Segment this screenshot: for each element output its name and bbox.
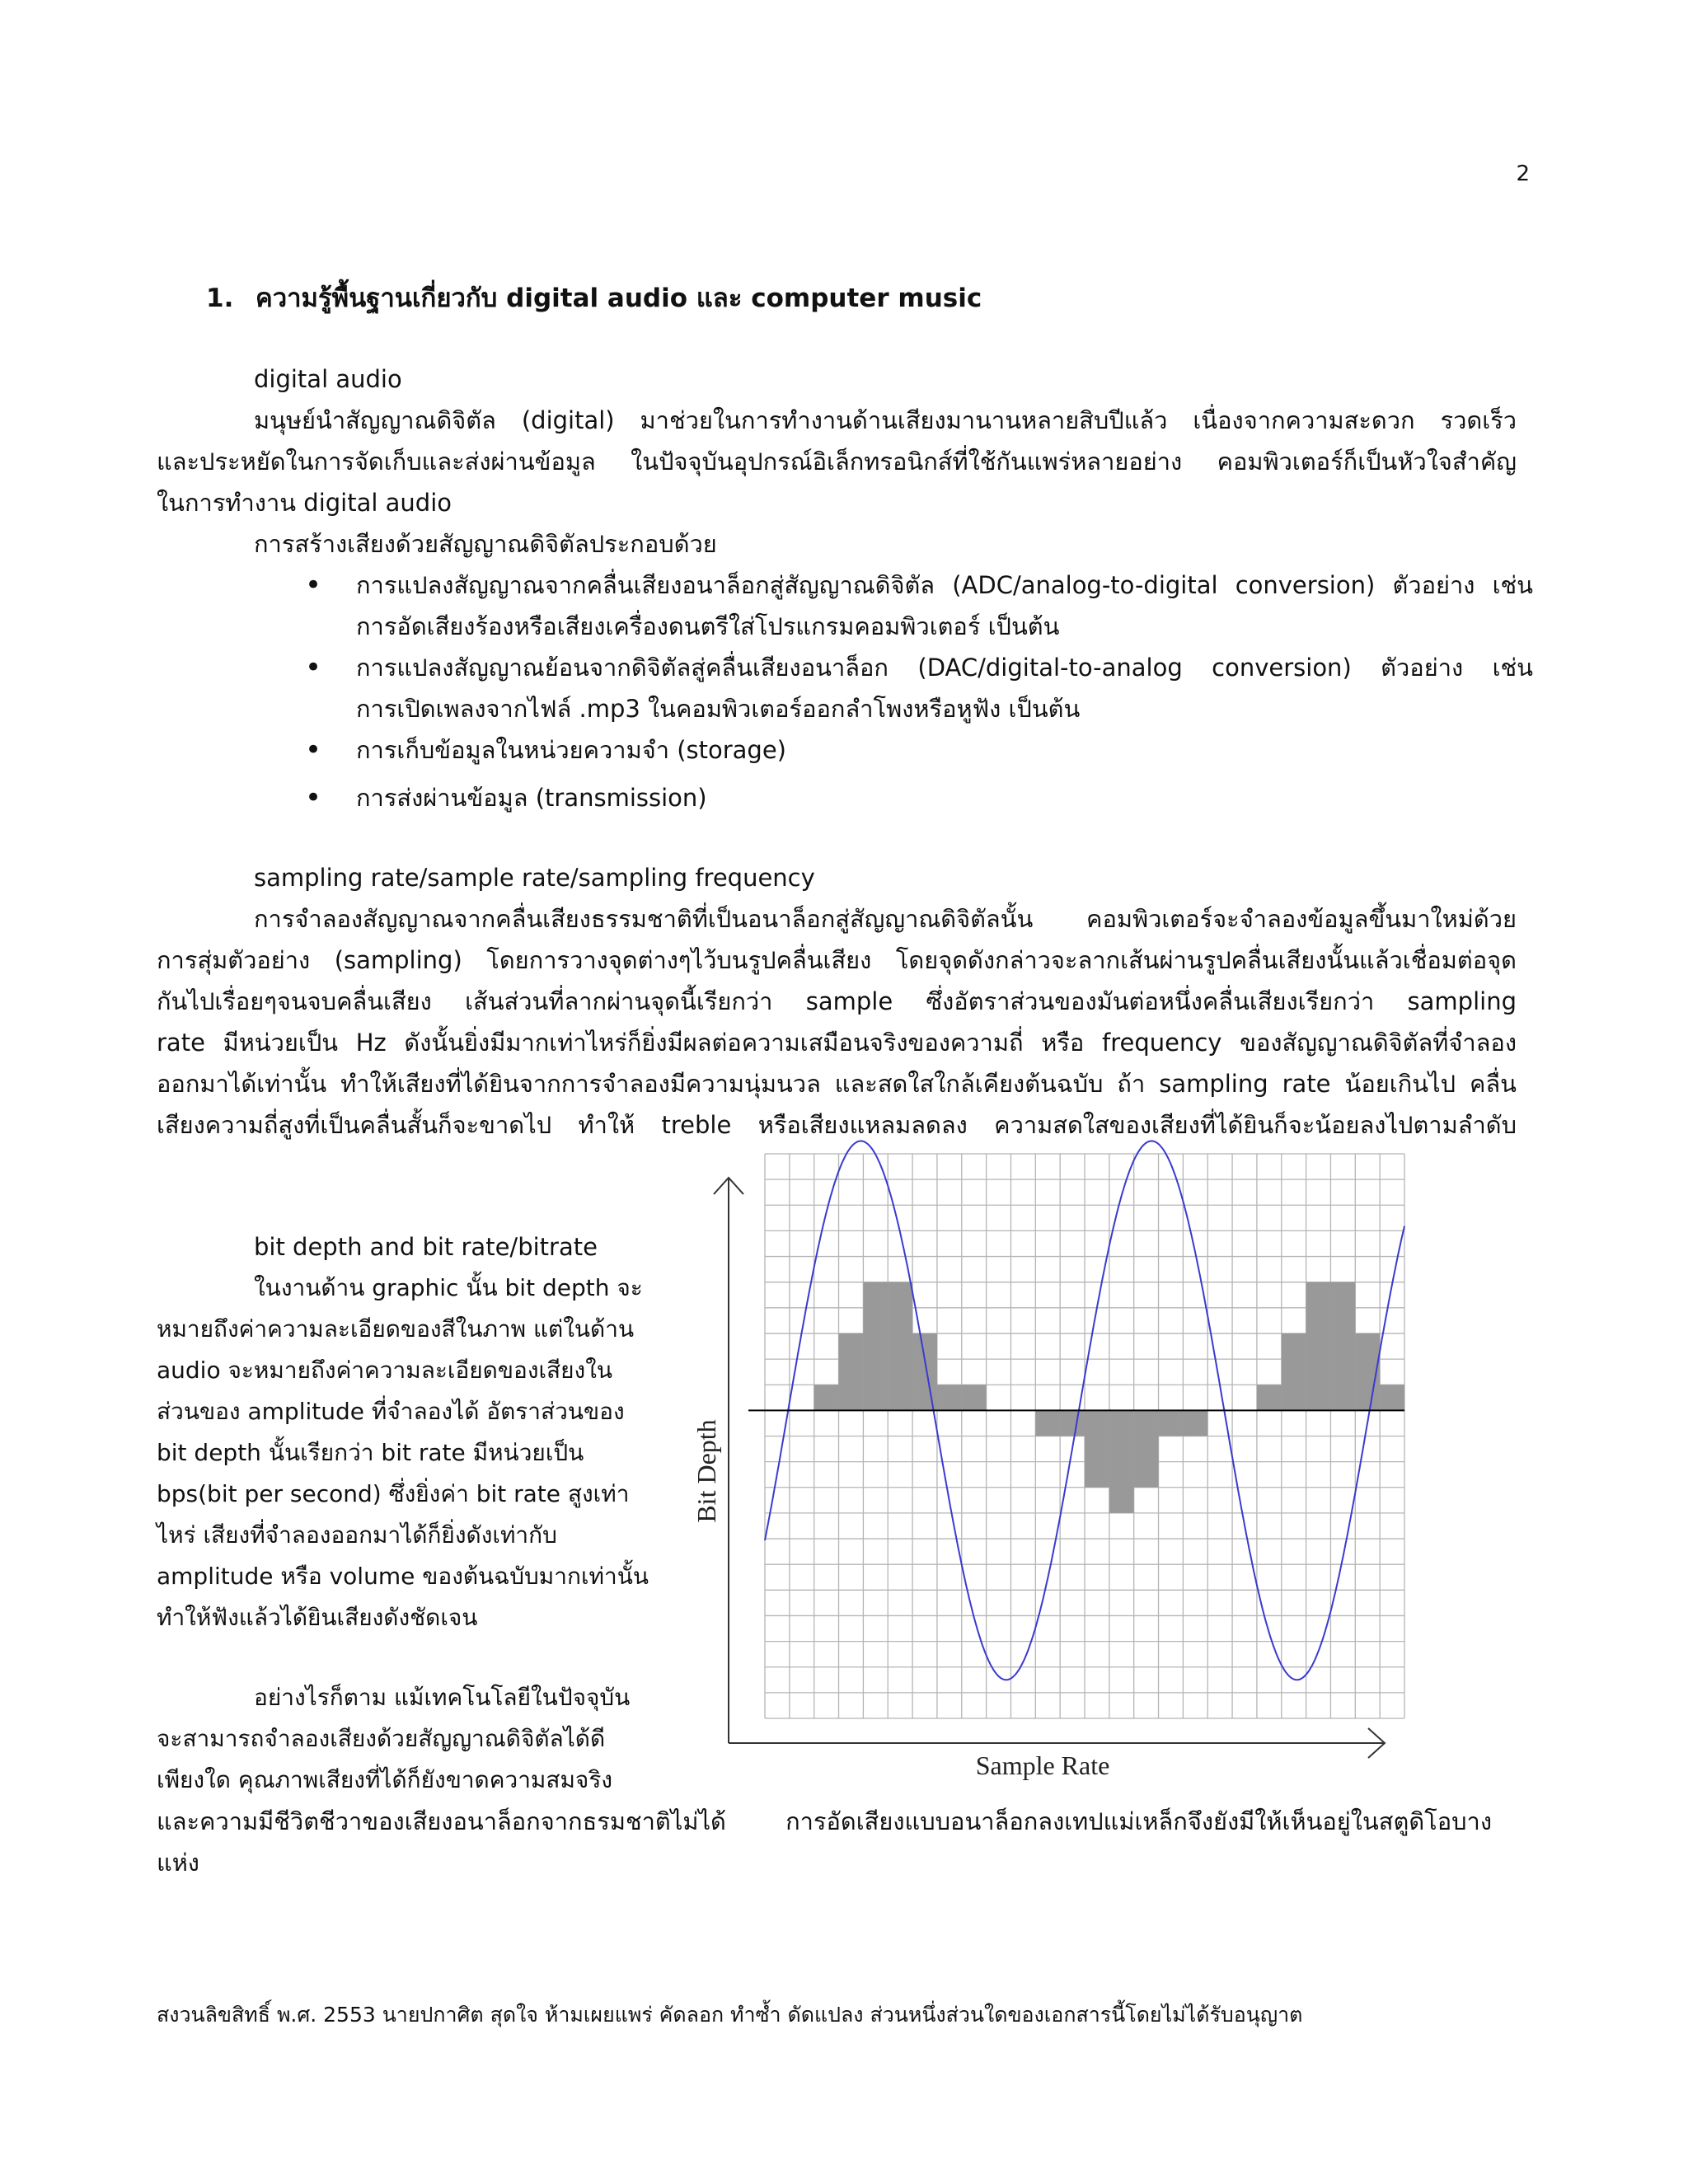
x-axis-label: Sample Rate bbox=[975, 1750, 1110, 1780]
closing-full-paragraph bbox=[157, 1801, 1492, 1883]
sample-bar bbox=[1257, 1385, 1282, 1410]
paragraph-line: amplitude หรือ volume ของต้นฉบับมากเท่านั้น bbox=[157, 1563, 649, 1590]
paragraph-line: rate มีหน่วยเป็น Hz ดังนั้นยิ่งมีมากเท่าไหร่ก็ยิ่งมีผลต่อความเสมือนจริงของความถี่ หรือ frequency ของสัญญาณดิจิตัลที่จำลอง bbox=[157, 1029, 1517, 1057]
paragraph-line: ในงานด้าน graphic นั้น bit depth จะ bbox=[254, 1274, 643, 1301]
y-axis-label: Bit Depth bbox=[692, 1419, 721, 1523]
sampling-paragraph bbox=[157, 898, 1517, 1146]
bullet-line: การเก็บข้อมูลในหน่วยความจำ (storage) bbox=[356, 736, 786, 764]
sample-bar bbox=[1159, 1410, 1184, 1436]
paragraph-line: เพียงใด คุณภาพเสียงที่ได้ก็ยังขาดความสมจริง bbox=[157, 1766, 613, 1793]
section-heading bbox=[206, 277, 982, 318]
sampling-heading: sampling rate/sample rate/sampling frequency bbox=[254, 864, 815, 892]
bullet-item bbox=[305, 565, 1533, 647]
paragraph-line: กันไปเรื่อยๆจนจบคลื่นเสียง เส้นส่วนที่ลากผ่านจุดนี้เรียกว่า sample ซึ่งอัตราส่วนของมันต่อหนึ่งคลื่นเสียงเรียกว่า sampling bbox=[157, 987, 1517, 1015]
paragraph-line: อย่างไรก็ตาม แม้เทคโนโลยีในปัจจุบัน bbox=[254, 1684, 631, 1711]
bitdepth-paragraph bbox=[157, 1268, 668, 1638]
bullet-line: การเปิดเพลงจากไฟล์ .mp3 ในคอมพิวเตอร์ออกลำโพงหรือหูฟัง เป็นต้น bbox=[356, 695, 1081, 723]
paragraph-line: audio จะหมายถึงค่าความละเอียดของเสียงใน bbox=[157, 1357, 613, 1384]
bullet-glyph: • bbox=[305, 733, 322, 766]
paragraph-line: ในการทำงาน digital audio bbox=[157, 489, 452, 517]
paragraph-line: และประหยัดในการจัดเก็บและส่งผ่านข้อมูล ในปัจจุบันอุปกรณ์อิเล็กทรอนิกส์ที่ใช้กันแพร่หลายอย่าง คอมพิวเตอร์ก็เป็นหัวใจสำคัญ bbox=[157, 448, 1517, 476]
paragraph-line: bit depth นั้นเรียกว่า bit rate มีหน่วยเป็น bbox=[157, 1439, 584, 1466]
bullet-line: การแปลงสัญญาณย้อนจากดิจิตัลสู่คลื่นเสียงอนาล็อก (DAC/digital-to-analog conversion) ตัวอย่าง เช่น bbox=[356, 654, 1533, 682]
sample-bar bbox=[888, 1282, 912, 1411]
sample-bar bbox=[937, 1385, 962, 1410]
sample-bar bbox=[814, 1385, 839, 1410]
paragraph-line: มนุษย์นำสัญญาณดิจิตัล (digital) มาช่วยในการทำงานด้านเสียงมานานหลายสิบปีแล้ว เนื่องจากความสะดวก รวดเร็ว bbox=[254, 406, 1517, 434]
sample-bar bbox=[1085, 1410, 1109, 1487]
paragraph-line: ออกมาได้เท่านั้น ทำให้เสียงที่ได้ยินจากการจำลองมีความนุ่มนวล และสดใสใกล้เคียงต้นฉบับ ถ้า sampling rate น้อยเกินไป คลื่น bbox=[157, 1070, 1517, 1098]
bitdepth-heading: bit depth and bit rate/bitrate bbox=[254, 1233, 598, 1261]
bullet-line: การอัดเสียงร้องหรือเสียงเครื่องดนตรีใส่โปรแกรมคอมพิวเตอร์ เป็นต้น bbox=[356, 612, 1060, 640]
sampling-figure bbox=[692, 1150, 1409, 1793]
section-number: 1. bbox=[206, 284, 234, 313]
paragraph-line: เสียงความถี่สูงที่เป็นคลื่นสั้นก็จะขาดไป ทำให้ treble หรือเสียงแหลมลดลง ความสดใสของเสียงที่ได้ยินก็จะน้อยลงไปตามลำดับ bbox=[157, 1111, 1517, 1139]
paragraph-line: ทำให้ฟังแล้วได้ยินเสียงดังชัดเจน bbox=[157, 1604, 478, 1631]
bullet-item bbox=[305, 647, 1533, 729]
closing-column-paragraph bbox=[157, 1677, 684, 1801]
sample-bar bbox=[1282, 1333, 1306, 1410]
paragraph-line: จะสามารถจำลองเสียงด้วยสัญญาณดิจิตัลได้ดี bbox=[157, 1725, 606, 1752]
sample-bar bbox=[863, 1282, 888, 1411]
sample-bar bbox=[1183, 1410, 1207, 1436]
digital-audio-paragraph bbox=[157, 400, 1517, 523]
paragraph-line: ส่วนของ amplitude ที่จำลองได้ อัตราส่วนของ bbox=[157, 1398, 625, 1425]
sample-bar bbox=[1306, 1282, 1331, 1411]
sample-bar bbox=[1035, 1410, 1060, 1436]
bullet-glyph: • bbox=[305, 651, 322, 684]
creation-intro: การสร้างเสียงด้วยสัญญาณดิจิตัลประกอบด้วย bbox=[254, 530, 717, 558]
paragraph-line: การสุ่มตัวอย่าง (sampling) โดยการวางจุดต่างๆไว้บนรูปคลื่นเสียง โดยจุดดังกล่าวจะลากเส้นผ่านรูปคลื่นเสียงนั้นแล้วเชื่อมต่อจุด bbox=[157, 946, 1517, 974]
sample-bar bbox=[1380, 1385, 1404, 1410]
paragraph-line: ไหร่ เสียงที่จำลองออกมาได้ก็ยิ่งดังเท่ากับ bbox=[157, 1521, 557, 1549]
bullet-item bbox=[305, 729, 1533, 771]
copyright-footer: สงวนลิขสิทธิ์ พ.ศ. 2553 นายปกาศิต สุดใจ ห้ามเผยแพร่ คัดลอก ทำซ้ำ ดัดแปลง ส่วนหนึ่งส่วนใดของเอกสารนี้โดยไม่ได้รับอนุญาต bbox=[157, 2003, 1303, 2027]
bullet-line: การส่งผ่านข้อมูล (transmission) bbox=[356, 784, 707, 812]
sample-bar bbox=[1134, 1410, 1159, 1487]
bullet-line: การแปลงสัญญาณจากคลื่นเสียงอนาล็อกสู่สัญญาณดิจิตัล (ADC/analog-to-digital conversion) ตัวอย่าง เช่น bbox=[356, 571, 1533, 599]
bullet-glyph: • bbox=[305, 569, 322, 602]
sample-bar bbox=[912, 1333, 937, 1410]
paragraph-line: และความมีชีวิตชีวาของเสียงอนาล็อกจากธรมชาติไม่ได้ การอัดเสียงแบบอนาล็อกลงเทปแม่เหล็กจึงยังมีให้เห็นอยู่ในสตูดิโอบาง bbox=[157, 1807, 1492, 1835]
paragraph-line: แห่ง bbox=[157, 1849, 199, 1877]
sample-bar bbox=[839, 1333, 864, 1410]
paragraph-line: bps(bit per second) ซึ่งยิ่งค่า bit rate สูงเท่า bbox=[157, 1480, 630, 1507]
page-number: 2 bbox=[1516, 162, 1530, 186]
bullet-list bbox=[305, 565, 1533, 818]
bullet-item bbox=[305, 777, 1533, 818]
paragraph-line: การจำลองสัญญาณจากคลื่นเสียงธรรมชาติที่เป็นอนาล็อกสู่สัญญาณดิจิตัลนั้น คอมพิวเตอร์จะจำลองข้อมูลขึ้นมาใหม่ด้วย bbox=[254, 905, 1517, 933]
sample-bar bbox=[962, 1385, 987, 1410]
paragraph-line: หมายถึงค่าความละเอียดของสีในภาพ แต่ในด้าน bbox=[157, 1315, 635, 1343]
sample-bar bbox=[1109, 1410, 1134, 1513]
bullet-glyph: • bbox=[305, 781, 322, 814]
sample-bar bbox=[1060, 1410, 1085, 1436]
section-title: ความรู้พื้นฐานเกี่ยวกับ digital audio และ computer music bbox=[256, 284, 982, 313]
digital-audio-heading: digital audio bbox=[254, 365, 402, 393]
sample-bar bbox=[1330, 1282, 1355, 1411]
